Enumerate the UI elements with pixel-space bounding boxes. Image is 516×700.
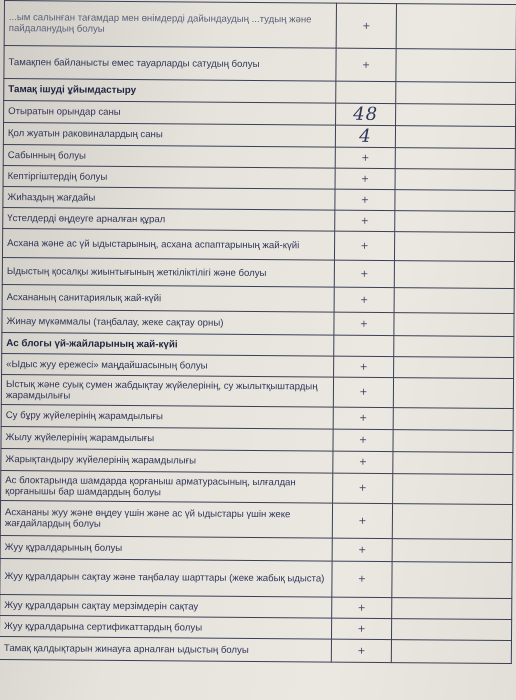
empty-cell [392,539,512,563]
empty-cell [396,49,516,83]
criterion-text: Жуу құралдарына сертификаттардың болуы [0,615,332,639]
handwritten-mark: + [331,639,391,662]
handwritten-mark: + [334,287,394,312]
empty-cell [395,211,515,233]
handwritten-mark: + [333,407,393,429]
handwritten-mark: + [334,312,394,335]
section-title: Тамақ ішуді ұйымдастыру [4,79,336,104]
criterion-text: «Ыдыс жуу ережесі» маңдайшасының болуы [2,353,334,377]
empty-cell [391,619,511,641]
handwritten-mark: + [334,260,394,287]
criterion-text: Жуу құралдарын сақтау мерзімдерін сақтау [0,594,332,618]
handwritten-mark: + [336,48,396,81]
empty-cell [396,4,516,50]
criterion-text: Ыдыстың қосалқы жиынтығының жеткіліктілігі және болуы [2,257,334,287]
handwritten-mark: + [331,618,391,639]
checklist-row [4,46,516,83]
empty-cell [392,562,512,599]
criterion-text: Қол жуатын раковиналардың саны [3,123,335,148]
empty-cell [396,104,516,127]
handwritten-mark: + [332,597,392,618]
criterion-text: Жиһаздың жағдайы [3,186,335,210]
empty-cell [392,598,512,620]
handwritten-mark: + [335,210,395,231]
handwritten-mark: + [333,377,393,407]
empty-cell [394,232,514,262]
handwritten-mark: + [335,168,395,189]
empty-cell [393,474,513,505]
handwritten-mark: + [332,538,392,561]
criterion-text: Үстелдерді өңдеуге арналған құрал [3,207,335,231]
criterion-text: Тамақ қалдықтарын жинауға арналған ыдыстың болуы [0,636,331,662]
empty-cell [395,169,515,191]
empty-cell [394,313,514,337]
handwritten-mark: 48 [336,103,396,125]
criterion-text: Ас блоктарында шамдарда қорғаныш арматурасының, ылғалдан қорғанышы бар шамдардың болуы [1,470,333,503]
handwritten-mark: + [333,429,393,451]
checklist-row [0,500,512,539]
empty-cell [393,452,513,475]
checklist-row [4,1,516,50]
empty-cell [396,82,516,105]
handwritten-mark: + [332,561,392,597]
checklist-row [2,228,514,261]
handwritten-mark: + [332,503,392,538]
handwritten-mark [334,335,394,356]
empty-cell [393,430,513,453]
handwritten-mark: + [335,147,395,168]
checklist-row [0,558,512,598]
criterion-text: Асхананың санитариялық жай-күйі [2,284,334,312]
empty-cell [395,148,515,170]
empty-cell [394,336,514,358]
criterion-text: Асхана және ас үй ыдыстарының, асхана аспаптарының жай-күйі [2,228,334,260]
criterion-text: Тамақпен байланысты емес тауарларды сатудың болуы [4,46,336,82]
empty-cell [395,190,515,212]
handwritten-mark [336,81,396,103]
handwritten-mark: + [333,473,393,503]
checklist-row [2,257,514,288]
criterion-text: Асхананы жуу және өңдеу үшін және ас үй ыдыстары үшін жеке жағдайлардың болуы [0,500,332,538]
empty-cell [394,357,514,379]
checklist-row [0,636,511,663]
handwritten-mark: + [334,231,394,260]
handwritten-mark: + [335,189,395,210]
checklist-row [1,470,513,504]
criterion-text: Отыратын орындар саны [4,101,336,126]
checklist-row [1,374,513,408]
criterion-text: Жарықтандыру жүйелерінің жарамдылығы [1,448,333,473]
criterion-text: Ыстық және суық сумен жабдықтау жүйелерінің, су жылытқыштардың жарамдылығы [1,374,333,407]
section-title: Ас блогы үй-жайларының жай-күйі [2,332,334,356]
criterion-text: Жуу құралдарын сақтау және таңбалау шарттары (жеке жабық ыдыста) [0,558,332,597]
criterion-text: Жылу жүйелерінің жарамдылығы [1,426,333,451]
criterion-text: Жинау мүкәммалы (таңбалау, жеке сақтау орны) [2,309,334,335]
handwritten-mark: 4 [335,125,395,147]
criterion-text: ...ым салынған тағамдар мен өнімдерді дайындаудың ...тудың және пайдаланудың болуы [4,1,336,49]
criterion-text: Жуу құралдарының болуы [0,535,332,561]
empty-cell [391,640,511,664]
handwritten-mark: + [336,3,396,48]
criterion-text: Кептіргіштердің болуы [3,165,335,189]
empty-cell [392,504,512,540]
empty-cell [395,126,515,149]
empty-cell [393,408,513,431]
empty-cell [393,378,513,409]
empty-cell [394,288,514,314]
handwritten-mark: + [333,451,393,473]
empty-cell [394,261,514,289]
handwritten-mark: + [334,356,394,377]
criterion-text: Сабынның болуы [3,144,335,168]
criterion-text: Су бұру жүйелерінің жарамдылығы [1,404,333,429]
